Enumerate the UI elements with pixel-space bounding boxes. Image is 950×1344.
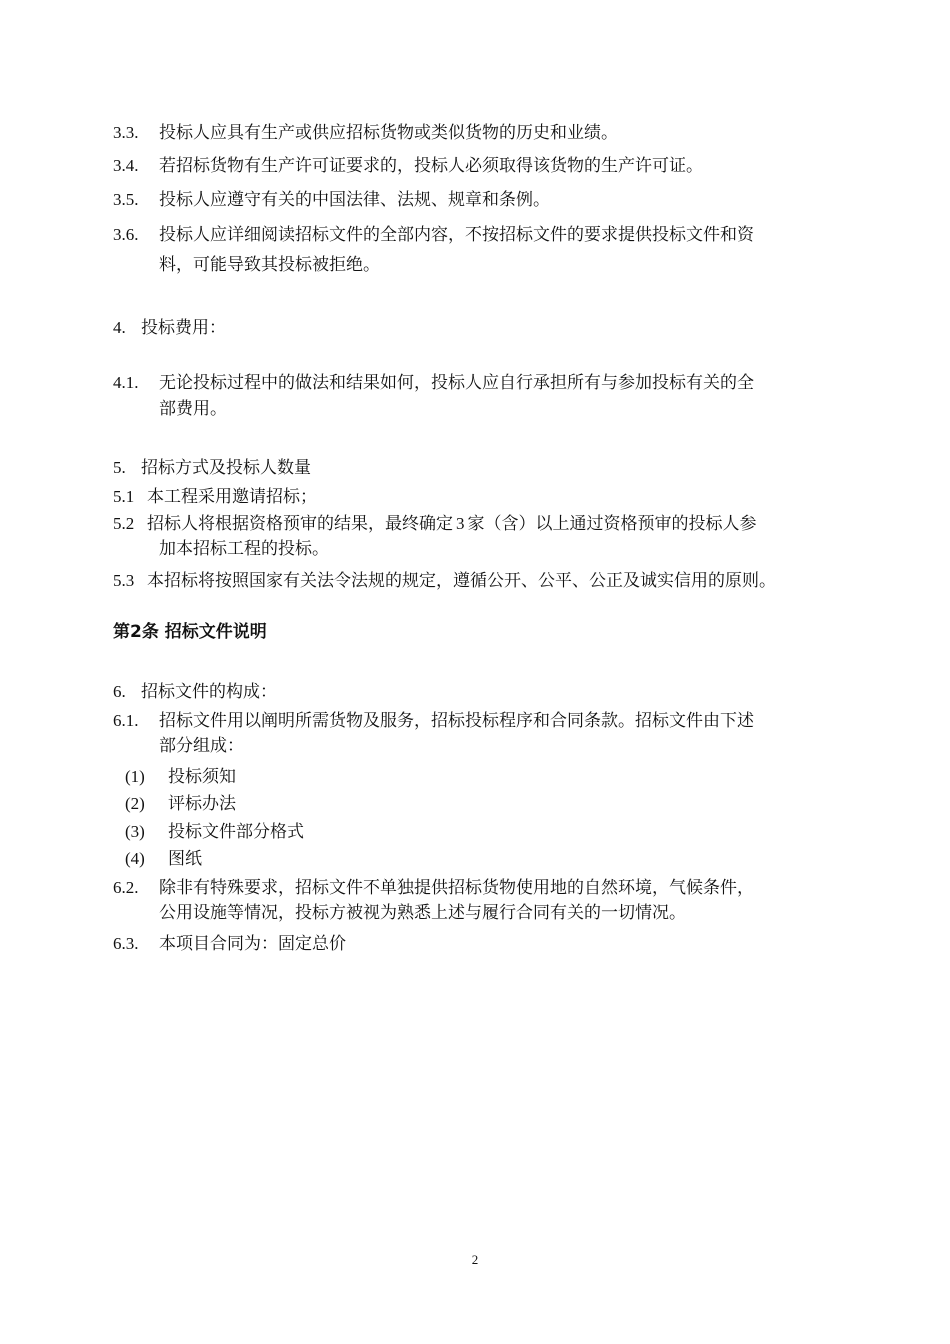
clause-text-6-2-line1: 除非有特殊要求，招标文件不单独提供招标货物使用地的自然环境，气候条件， — [159, 878, 754, 898]
list-item-number-3: (3) — [125, 822, 145, 841]
clause-text-4-1-line2: 部费用。 — [159, 399, 227, 419]
clause-number-5-1: 5.1 — [113, 487, 135, 506]
clause-text-6-3: 本项目合同为：固定总价 — [159, 934, 346, 954]
section-number-4: 4. — [113, 318, 126, 337]
clause-number-3-5: 3.5. — [113, 190, 139, 209]
clause-text-3-5: 投标人应遵守有关的中国法律、法规、规章和条例。 — [159, 190, 550, 210]
clause-text-3-6-line1: 投标人应详细阅读招标文件的全部内容，不按招标文件的要求提供投标文件和资 — [159, 225, 754, 245]
page-number: 2 — [471, 1252, 479, 1267]
clause-number-3-3: 3.3. — [113, 123, 139, 142]
clause-text-5-2-count: 3 — [456, 514, 465, 533]
clause-text-3-6-line2: 料，可能导致其投标被拒绝。 — [159, 255, 380, 275]
list-item-text-2: 评标办法 — [168, 794, 236, 814]
clause-text-3-3: 投标人应具有生产或供应招标货物或类似货物的历史和业绩。 — [159, 123, 618, 143]
list-item-number-1: (1) — [125, 767, 145, 786]
clause-text-6-1-line1: 招标文件用以阐明所需货物及服务，招标投标程序和合同条款。招标文件由下述 — [159, 711, 754, 731]
clause-text-6-2-line2: 公用设施等情况，投标方被视为熟悉上述与履行合同有关的一切情况。 — [159, 903, 686, 923]
clause-text-5-2-part-b: 家（含）以上通过资格预审的投标人参 — [467, 514, 757, 534]
list-item-text-3: 投标文件部分格式 — [168, 822, 304, 842]
clause-text-5-2-part-a: 招标人将根据资格预审的结果，最终确定 — [147, 514, 453, 534]
list-item-text-4: 图纸 — [168, 849, 202, 869]
clause-number-5-2: 5.2 — [113, 514, 135, 533]
clause-number-6-1: 6.1. — [113, 711, 139, 730]
clause-text-5-2-line1 — [147, 512, 757, 536]
clause-number-6-3: 6.3. — [113, 934, 139, 953]
section-number-5: 5. — [113, 458, 126, 477]
clause-text-5-2-line2: 加本招标工程的投标。 — [159, 539, 329, 559]
clause-text-5-3: 本招标将按照国家有关法令法规的规定，遵循公开、公平、公正及诚实信用的原则。 — [147, 571, 776, 591]
article-heading-2: 第2条 招标文件说明 — [113, 622, 267, 642]
clause-text-5-1: 本工程采用邀请招标； — [147, 487, 317, 507]
clause-text-3-4: 若招标货物有生产许可证要求的，投标人必须取得该货物的生产许可证。 — [159, 156, 703, 176]
clause-text-4-1-line1: 无论投标过程中的做法和结果如何，投标人应自行承担所有与参加投标有关的全 — [159, 373, 754, 393]
clause-number-5-3: 5.3 — [113, 571, 135, 590]
list-item-number-2: (2) — [125, 794, 145, 813]
section-title-4: 投标费用： — [141, 318, 226, 338]
clause-text-6-1-line2: 部分组成： — [159, 736, 244, 756]
section-title-5: 招标方式及投标人数量 — [141, 458, 311, 478]
section-title-6: 招标文件的构成： — [141, 682, 277, 702]
section-number-6: 6. — [113, 682, 126, 701]
clause-number-6-2: 6.2. — [113, 878, 139, 897]
clause-number-3-6: 3.6. — [113, 225, 139, 244]
list-item-number-4: (4) — [125, 849, 145, 868]
list-item-text-1: 投标须知 — [168, 767, 236, 787]
clause-number-3-4: 3.4. — [113, 156, 139, 175]
clause-number-4-1: 4.1. — [113, 373, 139, 392]
